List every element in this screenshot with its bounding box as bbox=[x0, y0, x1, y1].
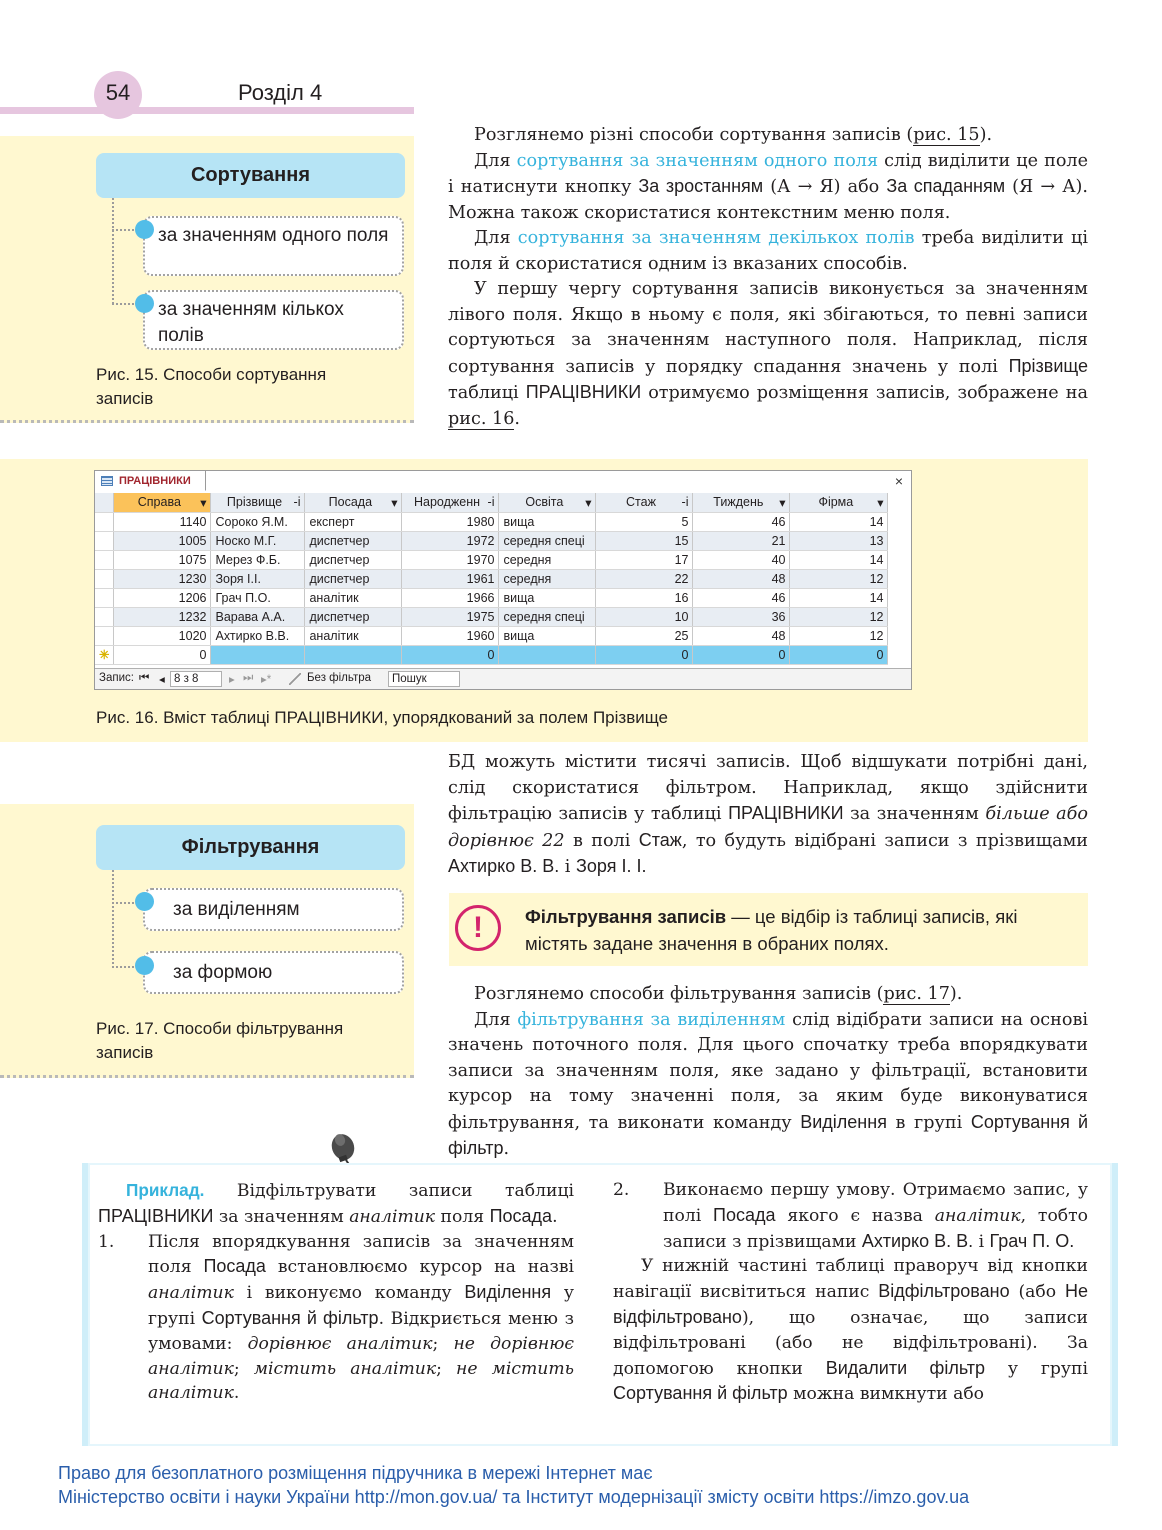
cell[interactable]: Носко М.Г. bbox=[211, 531, 305, 550]
cell[interactable]: Ахтирко В.В. bbox=[211, 626, 305, 645]
text-block-filter-methods bbox=[448, 982, 1088, 1163]
cell[interactable]: 46 bbox=[693, 588, 790, 607]
filter-diagram-title: Фільтрування bbox=[96, 825, 405, 870]
dropdown-arrow-icon: ▾ bbox=[877, 495, 884, 510]
diagram-connector bbox=[112, 870, 114, 968]
cell[interactable]: 5 bbox=[596, 512, 693, 531]
cell[interactable]: 17 bbox=[596, 550, 693, 569]
list-item: 2. Виконаємо першу умову. Отримаємо запис, у полі Посада якого є назва аналітик, тобто записи з прізвищами Ахтирко В. В. і Грач П. О. bbox=[613, 1180, 1088, 1252]
cell[interactable]: 1232 bbox=[114, 607, 211, 626]
table-row[interactable] bbox=[95, 550, 888, 569]
figure-15-caption: Рис. 15. Способи сортування записів bbox=[96, 365, 327, 408]
cell[interactable]: 0 bbox=[693, 645, 790, 664]
cell[interactable]: вища bbox=[499, 512, 596, 531]
cell[interactable]: 22 bbox=[596, 569, 693, 588]
dropdown-arrow-icon: ▾ bbox=[779, 495, 786, 510]
diagram-connector bbox=[112, 902, 134, 904]
cell[interactable]: Зоря І.І. bbox=[211, 569, 305, 588]
row-selector[interactable] bbox=[95, 569, 114, 588]
cell[interactable]: 1140 bbox=[114, 512, 211, 531]
cell[interactable]: 1005 bbox=[114, 531, 211, 550]
footer-line: Право для безоплатного розміщення підручника в мережі Інтернет має bbox=[58, 1463, 653, 1483]
table-row[interactable] bbox=[95, 512, 888, 531]
cell[interactable]: 12 bbox=[790, 607, 888, 626]
cell[interactable]: аналітик bbox=[305, 626, 402, 645]
definition-term: Фільтрування записів bbox=[525, 906, 727, 927]
bullet-dot bbox=[135, 220, 154, 239]
sort-desc-icon: -i bbox=[487, 495, 495, 510]
cell[interactable]: Грач П.О. bbox=[211, 588, 305, 607]
cell[interactable]: диспетчер bbox=[305, 569, 402, 588]
cell[interactable]: 1020 bbox=[114, 626, 211, 645]
cell[interactable]: Сороко Я.М. bbox=[211, 512, 305, 531]
definition-text: Фільтрування записів — це відбір із таблиці записів, які містять задане значення в обраних полях. bbox=[525, 906, 1018, 954]
cell[interactable]: диспетчер bbox=[305, 550, 402, 569]
cell[interactable]: 46 bbox=[693, 512, 790, 531]
cell[interactable]: 1966 bbox=[402, 588, 499, 607]
paragraph: Для сортування за значенням декількох полів треба виділити ці поля й скористатися одним із вказаних способів. bbox=[448, 228, 1089, 274]
cell[interactable]: 1970 bbox=[402, 550, 499, 569]
table-row[interactable] bbox=[95, 607, 888, 626]
cell[interactable]: 0 bbox=[790, 645, 888, 664]
sort-option-several-fields bbox=[143, 290, 404, 350]
cell[interactable]: Мерез Ф.Б. bbox=[211, 550, 305, 569]
cell[interactable]: 21 bbox=[693, 531, 790, 550]
cell[interactable]: експерт bbox=[305, 512, 402, 531]
sort-option-label: за значенням кількох полів bbox=[158, 299, 344, 346]
column-header-experience[interactable]: Стаж -i bbox=[596, 493, 693, 512]
cell[interactable]: 0 bbox=[402, 645, 499, 664]
figure-reference[interactable]: рис. 17 bbox=[883, 984, 950, 1004]
example-heading: Приклад. bbox=[126, 1180, 205, 1200]
filter-option-selection bbox=[143, 888, 404, 931]
row-selector[interactable] bbox=[95, 588, 114, 607]
row-selector[interactable] bbox=[95, 626, 114, 645]
cell[interactable]: 25 bbox=[596, 626, 693, 645]
prev-record-icon[interactable]: ◂ bbox=[159, 674, 165, 686]
row-selector[interactable] bbox=[95, 512, 114, 531]
text-block-sorting bbox=[448, 123, 1088, 432]
column-header-position[interactable]: Посада ▾ bbox=[305, 493, 402, 512]
dropdown-arrow-icon: ▾ bbox=[585, 495, 592, 510]
cell[interactable]: аналітик bbox=[305, 588, 402, 607]
search-input[interactable]: Пошук bbox=[388, 671, 460, 687]
select-all-corner[interactable] bbox=[95, 493, 114, 512]
cell[interactable]: 36 bbox=[693, 607, 790, 626]
cell[interactable]: 40 bbox=[693, 550, 790, 569]
dropdown-arrow-icon: ▾ bbox=[391, 495, 398, 510]
figure-16-caption: Рис. 16. Вміст таблиці ПРАЦІВНИКИ, упорядкований за полем Прізвище bbox=[96, 708, 668, 727]
column-header-birth[interactable]: Народженн -i bbox=[402, 493, 499, 512]
paragraph: Для сортування за значенням одного поля слід виділити це поле і натиснути кнопку За зростанням (А → Я) або За спаданням (Я → А). Можна також скористатися контекстним меню поля. bbox=[448, 150, 1089, 223]
first-record-icon[interactable]: ⏮ bbox=[139, 672, 150, 684]
cell[interactable]: 48 bbox=[693, 626, 790, 645]
column-header-education[interactable]: Освіта ▾ bbox=[499, 493, 596, 512]
cell[interactable]: 12 bbox=[790, 626, 888, 645]
filter-status-button[interactable]: Без фільтра bbox=[307, 672, 372, 684]
paragraph: Розглянемо різні способи сортування записів (рис. 15). bbox=[474, 125, 993, 145]
cell[interactable]: 1075 bbox=[114, 550, 211, 569]
filter-option-label: за формою bbox=[173, 962, 273, 983]
cell[interactable]: 0 bbox=[114, 645, 211, 664]
table-tab-label: ПРАЦІВНИКИ bbox=[119, 475, 191, 487]
sort-desc-icon: -i bbox=[681, 495, 689, 510]
figure-17-caption: Рис. 17. Способи фільтрування записів bbox=[96, 1019, 344, 1062]
cell[interactable]: 1980 bbox=[402, 512, 499, 531]
new-record-nav-icon[interactable]: ▸* bbox=[261, 674, 272, 686]
paragraph: Для фільтрування за виділенням слід відібрати записи на основі значень поточного поля. Для цього спочатку треба впорядкувати записи за значенням поля, яке задано у фільтрації, встановити курсор на тому значенні поля, за яким буде виконуватися фільтрування, та виконати команду Виділення в групі Сортування й фільтр. bbox=[448, 1009, 1089, 1159]
cell[interactable]: диспетчер bbox=[305, 607, 402, 626]
filter-icon bbox=[289, 673, 301, 685]
figure-reference[interactable]: рис. 15 bbox=[913, 125, 980, 145]
cell[interactable]: 1230 bbox=[114, 569, 211, 588]
cell[interactable]: диспетчер bbox=[305, 531, 402, 550]
cell[interactable] bbox=[499, 645, 596, 664]
cell[interactable]: Варава А.А. bbox=[211, 607, 305, 626]
cell[interactable]: 12 bbox=[790, 569, 888, 588]
list-number: 2. bbox=[613, 1180, 630, 1200]
diagram-connector bbox=[112, 966, 134, 968]
sort-desc-icon: -i bbox=[293, 495, 301, 510]
paragraph: У першу чергу сортування записів виконується за значенням лівого поля. Якщо в ньому є поля, які збігаються, то певні записи сортуються за значенням наступного поля. Наприклад, після сортування записів у порядку спадання значень у полі Прізвище таблиці ПРАЦІВНИКИ отримуємо розміщення записів, зображене на рис. 16. bbox=[448, 279, 1088, 429]
bullet-dot bbox=[135, 294, 154, 313]
exclamation-icon: ! bbox=[455, 905, 501, 951]
diagram-connector bbox=[112, 229, 134, 231]
bullet-dot bbox=[135, 956, 154, 975]
table-tab[interactable] bbox=[95, 471, 206, 491]
filter-option-label: за виділенням bbox=[173, 899, 300, 920]
table-row[interactable] bbox=[95, 531, 888, 550]
column-header-week[interactable]: Тиждень ▾ bbox=[693, 493, 790, 512]
footer-notice bbox=[58, 1461, 1148, 1509]
column-header-firm[interactable]: Фірма ▾ bbox=[790, 493, 888, 512]
sorting-diagram-title: Сортування bbox=[96, 153, 405, 198]
key-term: сортування за значенням декількох полів bbox=[517, 228, 915, 248]
data-grid bbox=[95, 493, 888, 665]
example-left-column bbox=[98, 1178, 574, 1406]
cell[interactable]: вища bbox=[499, 626, 596, 645]
sort-option-label: за значенням одного поля bbox=[158, 225, 389, 246]
footer-line: Міністерство освіти і науки України http://mon.gov.ua/ та Інститут модернізації змісту освіти https://imzo.gov.ua bbox=[58, 1487, 970, 1507]
cell[interactable]: 1961 bbox=[402, 569, 499, 588]
example-intro: Приклад. Відфільтрувати записи таблиці ПРАЦІВНИКИ за значенням аналітик поля Посада. bbox=[98, 1180, 574, 1227]
new-record-row[interactable] bbox=[95, 645, 888, 664]
column-header-case[interactable]: Справа ▾ bbox=[114, 493, 211, 512]
cell[interactable]: середня спеці bbox=[499, 531, 596, 550]
record-label: Запис: bbox=[99, 672, 134, 684]
table-row[interactable] bbox=[95, 626, 888, 645]
column-header-surname[interactable]: Прізвище -i bbox=[211, 493, 305, 512]
last-record-icon[interactable]: ⏭ bbox=[243, 672, 254, 684]
cell[interactable]: 14 bbox=[790, 588, 888, 607]
figure-reference[interactable]: рис. 16 bbox=[448, 408, 515, 429]
row-selector[interactable] bbox=[95, 531, 114, 550]
cell[interactable]: вища bbox=[499, 588, 596, 607]
cell[interactable]: 1206 bbox=[114, 588, 211, 607]
diagram-connector bbox=[112, 303, 134, 305]
key-term: фільтрування за виділенням bbox=[517, 1009, 786, 1030]
cell[interactable] bbox=[305, 645, 402, 664]
header-row bbox=[95, 493, 888, 512]
cell[interactable]: середня спеці bbox=[499, 607, 596, 626]
cell[interactable]: 1960 bbox=[402, 626, 499, 645]
record-navigation-bar bbox=[95, 668, 911, 689]
row-selector[interactable] bbox=[95, 550, 114, 569]
text-block-filter-intro bbox=[448, 750, 1088, 881]
diagram-connector bbox=[112, 198, 114, 304]
cell[interactable] bbox=[211, 645, 305, 664]
example-right-column bbox=[613, 1178, 1088, 1407]
list-number: 1. bbox=[98, 1231, 115, 1252]
next-record-icon[interactable]: ▸ bbox=[229, 674, 235, 686]
cell[interactable]: 48 bbox=[693, 569, 790, 588]
key-term: сортування за значенням одного поля bbox=[516, 150, 879, 171]
paragraph: У нижній частині таблиці праворуч від кнопки навігації висвітиться напис Відфільтровано (або Не відфільтровано), що означає, що записи відфільтровані (або не відфільтровані). За допомогою кнопки Видалити фільтр у групі Сортування й фільтр можна вимкнути або bbox=[613, 1256, 1088, 1405]
cell[interactable]: 15 bbox=[596, 531, 693, 550]
new-record-icon: ✳ bbox=[95, 645, 114, 664]
bullet-dot bbox=[135, 892, 154, 911]
cell[interactable]: середня bbox=[499, 550, 596, 569]
header-rule bbox=[0, 107, 414, 114]
cell[interactable]: 16 bbox=[596, 588, 693, 607]
paragraph: БД можуть містити тисячі записів. Щоб відшукати потрібні дані, слід скористатися фільтром. Наприклад, якщо здійснити фільтрацію записів у таблиці ПРАЦІВНИКИ за значенням більше або дорівнює 22 в полі Стаж, то будуть відібрані записи з прізвищами Ахтирко В. В. і Зоря І. І. bbox=[448, 752, 1088, 877]
dropdown-arrow-icon: ▾ bbox=[200, 495, 207, 510]
section-title: Розділ 4 bbox=[238, 80, 323, 105]
filter-option-form bbox=[143, 951, 404, 994]
cell[interactable]: 10 bbox=[596, 607, 693, 626]
table-icon bbox=[101, 476, 113, 486]
cell[interactable]: 14 bbox=[790, 512, 888, 531]
row-selector[interactable] bbox=[95, 607, 114, 626]
cell[interactable]: 0 bbox=[596, 645, 693, 664]
cell[interactable]: 14 bbox=[790, 550, 888, 569]
sort-option-one-field bbox=[143, 216, 404, 276]
cell[interactable]: 1975 bbox=[402, 607, 499, 626]
page-number: 54 bbox=[105, 80, 131, 105]
list-item: 1. Після впорядкування записів за значенням поля Посада встановлюємо курсор на назві аналітик і виконуємо команду Виділення у групі Сортування й фільтр. Відкриється меню з умовами: дорівнює аналітик; не дорівнює аналітик; містить аналітик; не містить аналітик. bbox=[98, 1231, 575, 1404]
table-window bbox=[94, 470, 912, 690]
cell[interactable]: середня bbox=[499, 569, 596, 588]
cell[interactable]: 1972 bbox=[402, 531, 499, 550]
record-position-input[interactable]: 8 з 8 bbox=[170, 671, 222, 687]
table-row[interactable] bbox=[95, 588, 888, 607]
close-icon[interactable]: × bbox=[894, 473, 903, 489]
paragraph: Розглянемо способи фільтрування записів (рис. 17). bbox=[474, 984, 963, 1004]
cell[interactable]: 13 bbox=[790, 531, 888, 550]
table-row[interactable] bbox=[95, 569, 888, 588]
